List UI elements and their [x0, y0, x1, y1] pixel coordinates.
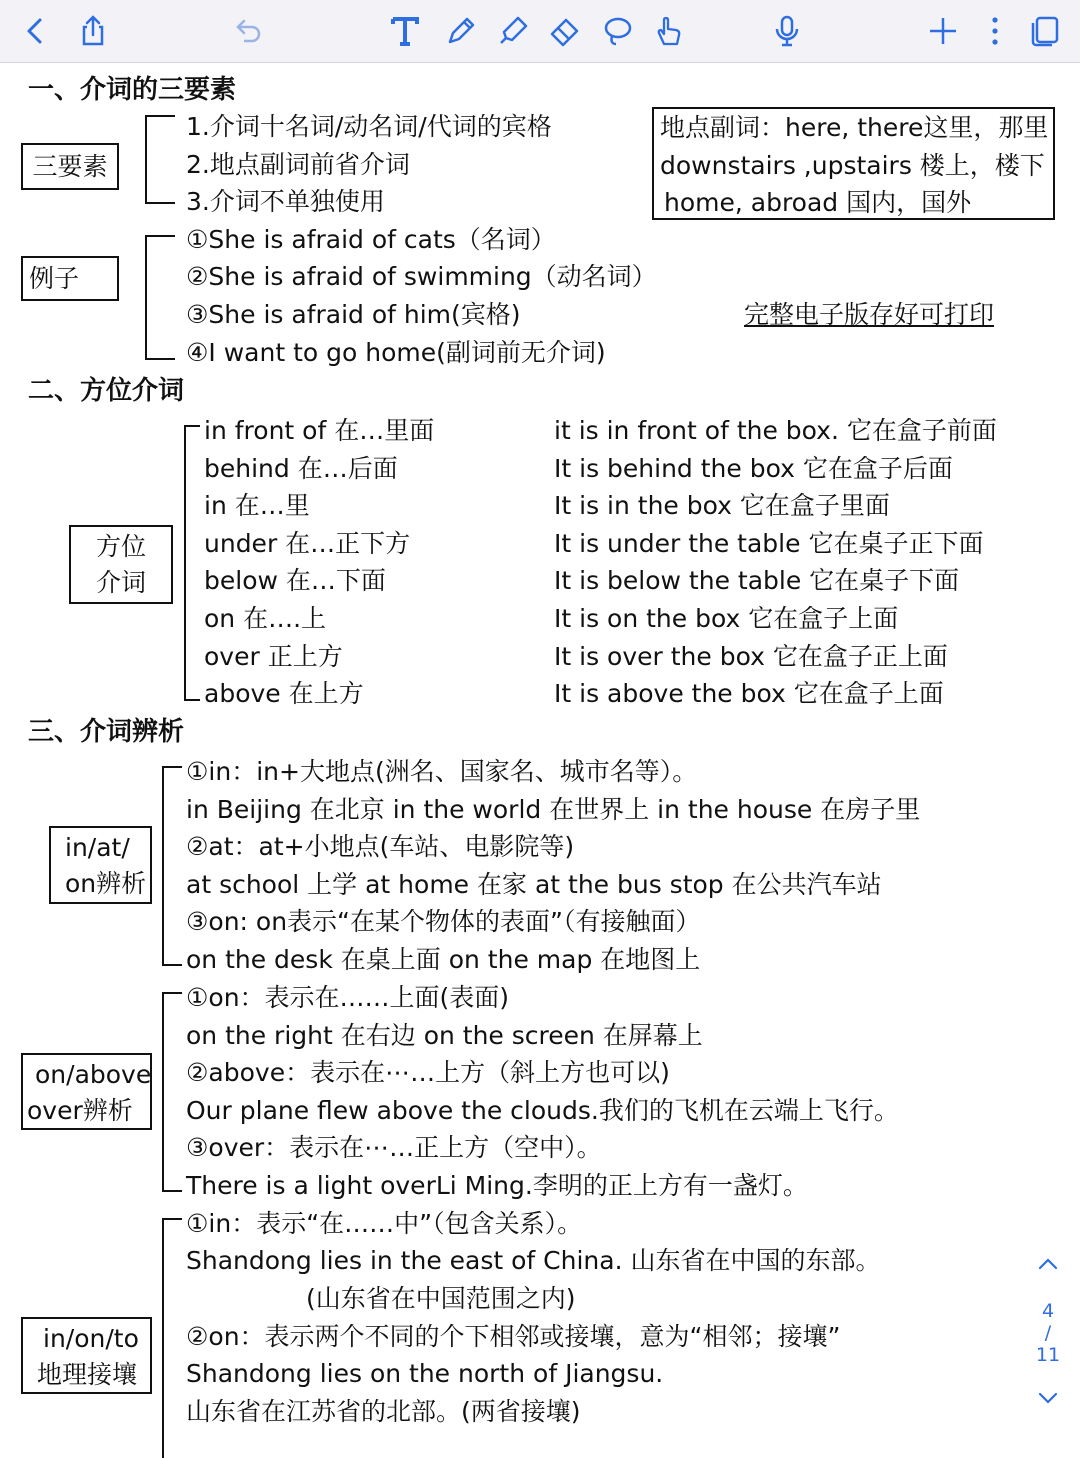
label-box-in-at-on	[49, 826, 152, 904]
label-box-elements	[21, 143, 119, 190]
prep-example-1: it is in front of the box. 它在盒子前面	[554, 416, 997, 445]
adverb-box	[652, 107, 1055, 220]
label-group3-line1: in/on/to	[43, 1324, 139, 1353]
label-box-examples	[21, 256, 119, 301]
group3-line-1: ①in：表示“在……中”（包含关系）。	[186, 1209, 583, 1238]
group1-line-6: on the desk 在桌上面 on the map 在地图上	[186, 945, 701, 974]
section2-title: 二、方位介词	[28, 376, 185, 406]
section1-title: 一、介词的三要素	[28, 75, 237, 105]
promo-link[interactable]: 完整电子版存好可打印	[744, 300, 995, 329]
page-separator: /	[1044, 1322, 1052, 1344]
label-box-location	[69, 525, 173, 604]
adverb-line-2: downstairs ,upstairs 楼上，楼下	[660, 151, 1045, 180]
current-page-number: 4	[1041, 1300, 1055, 1322]
label-group3-line2: 地理接壤	[37, 1360, 138, 1389]
prep-example-6: It is on the box 它在盒子上面	[554, 604, 899, 633]
prep-row-6: on 在….上	[204, 604, 327, 633]
group2-line-3: ②above：表示在⋯…上方（斜上方也可以)	[186, 1058, 670, 1087]
eraser-icon[interactable]	[544, 10, 586, 52]
group1-line-5: ③on: on表示“在某个物体的表面”（有接触面）	[186, 907, 701, 936]
more-icon[interactable]	[974, 10, 1016, 52]
bracket-group2	[162, 992, 182, 1192]
page-navigator	[1028, 1250, 1068, 1420]
prep-row-8: above 在上方	[204, 679, 364, 708]
prep-example-3: It is in the box 它在盒子里面	[554, 491, 890, 520]
group2-line-6: There is a light overLi Ming.李明的正上方有一盏灯。	[186, 1171, 808, 1200]
page-down-chevron-icon[interactable]	[1036, 1386, 1060, 1410]
bracket-location	[184, 425, 200, 701]
undo-icon[interactable]	[228, 10, 270, 52]
bracket-examples	[145, 235, 175, 360]
group2-line-4: Our plane flew above the clouds.我们的飞机在云端上飞行。	[186, 1096, 899, 1125]
group2-line-1: ①on：表示在……上面(表面)	[186, 983, 510, 1012]
label-location-line1: 方位	[95, 532, 146, 561]
example-line-1: ①She is afraid of cats（名词）	[186, 225, 556, 254]
group3-line-5: Shandong lies on the north of Jiangsu.	[186, 1359, 664, 1388]
group1-line-3: ②at：at+小地点(车站、电影院等)	[186, 832, 575, 861]
pages-icon[interactable]	[1024, 10, 1066, 52]
prep-row-7: over 正上方	[204, 642, 343, 671]
bracket-group3	[162, 1218, 182, 1458]
bracket-group1	[162, 766, 182, 966]
prep-example-8: It is above the box 它在盒子上面	[554, 679, 944, 708]
prep-example-4: It is under the table 它在桌子正下面	[554, 529, 984, 558]
page-up-chevron-icon[interactable]	[1036, 1252, 1060, 1276]
label-examples-text: 例子	[29, 264, 80, 293]
label-group2-line1: on/above	[35, 1060, 152, 1089]
label-box-on-above-over	[21, 1053, 152, 1130]
bracket-elements	[145, 115, 175, 204]
prep-example-7: It is over the box 它在盒子正上面	[554, 642, 948, 671]
microphone-icon[interactable]	[766, 10, 808, 52]
adverb-line-1: 地点副词：here, there这里，那里	[660, 113, 1049, 142]
label-location-line2: 介词	[95, 568, 146, 597]
group3-line-2: Shandong lies in the east of China. 山东省在中国的东部。	[186, 1246, 881, 1275]
pen-icon[interactable]	[440, 10, 482, 52]
group1-line-1: ①in：in+大地点(洲名、国家名、城市名等）。	[186, 757, 698, 786]
hand-touch-icon[interactable]	[648, 10, 690, 52]
example-line-3: ③She is afraid of him(宾格)	[186, 300, 521, 329]
group3-line-3: (山东省在中国范围之内)	[306, 1284, 576, 1313]
prep-row-2: behind 在…后面	[204, 454, 398, 483]
label-box-in-on-to	[21, 1317, 152, 1394]
prep-example-2: It is behind the box 它在盒子后面	[554, 454, 953, 483]
label-group1-line2: on辨析	[65, 869, 147, 898]
share-icon[interactable]	[72, 10, 114, 52]
element-line-2: 2.地点副词前省介词	[186, 150, 410, 179]
lasso-icon[interactable]	[596, 10, 638, 52]
group3-line-6: 山东省在江苏省的北部。(两省接壤)	[186, 1397, 581, 1426]
section3-title: 三、介词辨析	[28, 717, 185, 747]
add-icon[interactable]	[922, 10, 964, 52]
prep-row-5: below 在…下面	[204, 566, 386, 595]
group2-line-2: on the right 在右边 on the screen 在屏幕上	[186, 1021, 703, 1050]
element-line-1: 1.介词十名词/动名词/代词的宾格	[186, 112, 552, 141]
prep-row-3: in 在…里	[204, 491, 310, 520]
top-toolbar	[0, 0, 1080, 63]
label-group1-line1: in/at/	[65, 833, 130, 862]
example-line-4: ④I want to go home(副词前无介词)	[186, 338, 606, 367]
prep-row-4: under 在…正下方	[204, 529, 411, 558]
prep-row-1: in front of 在…里面	[204, 416, 435, 445]
back-chevron-icon[interactable]	[14, 10, 56, 52]
highlighter-icon[interactable]	[492, 10, 534, 52]
element-line-3: 3.介词不单独使用	[186, 187, 385, 216]
example-line-2: ②She is afraid of swimming（动名词）	[186, 262, 657, 291]
label-elements-text: 三要素	[32, 152, 108, 181]
adverb-line-3: home, abroad 国内，国外	[664, 188, 972, 217]
text-tool-icon[interactable]	[384, 10, 426, 52]
note-page[interactable]	[0, 63, 1080, 1440]
prep-example-5: It is below the table 它在桌子下面	[554, 566, 960, 595]
label-group2-line2: over辨析	[27, 1096, 133, 1125]
group2-line-5: ③over：表示在⋯…正上方（空中）。	[186, 1133, 602, 1162]
group1-line-4: at school 上学 at home 在家 at the bus stop 在公共汽车站	[186, 870, 882, 899]
group1-line-2: in Beijing 在北京 in the world 在世界上 in the house 在房子里	[186, 795, 921, 824]
total-page-number: 11	[1035, 1344, 1061, 1366]
group3-line-4: ②on：表示两个不同的个下相邻或接壤，意为“相邻；接壤”	[186, 1322, 841, 1351]
